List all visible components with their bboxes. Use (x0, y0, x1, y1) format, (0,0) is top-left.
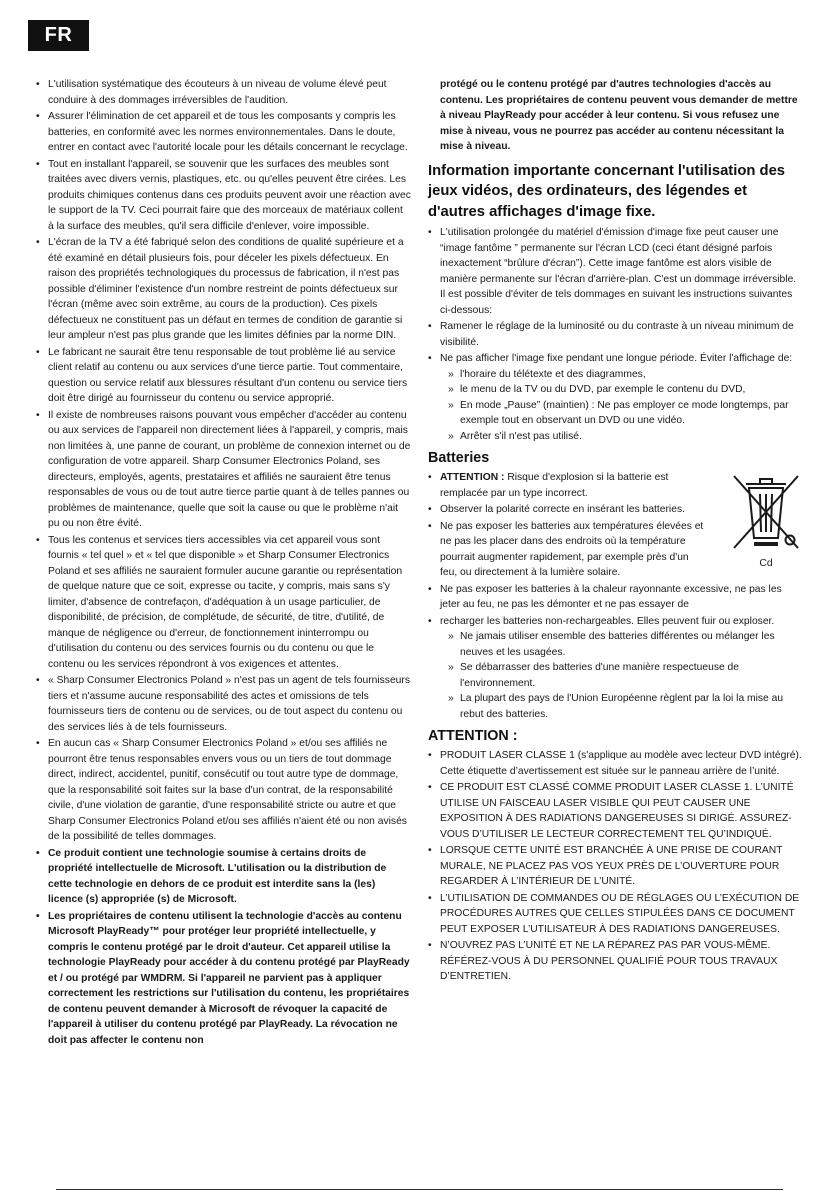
list-item (428, 470, 705, 501)
batteries-section (428, 470, 804, 722)
footer-divider (56, 1189, 783, 1190)
sub-list-item: » le menu de la TV ou du DVD, par exemple le contenu du DVD, (448, 382, 804, 398)
attention-heading: ATTENTION : (428, 728, 518, 744)
list-item: • Le fabricant ne saurait être tenu responsable de tout problème lié au service client relatif au contenu ou aux services d'une tierce partie. Tout commentaire, question ou service relatif aux blessures résultant d'un contenu ou service tiers doit être dirigé au fournisseur du contenu ou service approprié. (36, 345, 411, 407)
batteries-sublist (440, 629, 804, 722)
list-item-bold: • Les propriétaires de contenu utilisent la technologie d'accès au contenu Microsoft PlayReady™ pour protéger leur propriété intellectuelle, y compris le contenu protégé par le droit d'auteur. Cet appareil utilise la technologie PlayReady pour accéder à du contenu protégé par PlayReady et / ou protégé par WMDRM. Si l'appareil ne parvient pas à appliquer correctement les restrictions sur l'utilisation du contenu, les propriétaires de contenu peuvent demander à Microsoft de révoquer la capacité de l'appareil à utiliser du contenu protégé par PlayReady. La révocation ne doit pas affecter le contenu non (36, 909, 411, 1049)
sub-list-item: » La plupart des pays de l'Union Européenne règlent par la loi la mise au rebut des batteries. (448, 691, 804, 722)
still-image-list (428, 225, 804, 444)
sub-list-item: » En mode „Pause” (maintien) : Ne pas employer ce mode longtemps, par exemple tout en observant un DVD ou une vidéo. (448, 398, 804, 429)
list-item: • L'utilisation prolongée du matériel d'émission d'image fixe peut causer une “image fantôme ” permanente sur l'écran LCD (ceci étant désigné parfois inexactement “brûlure d'écran”). Cette image fantôme est alors visible de manière permanente sur l'écran d'arrière-plan. C'est un dommage irréversible. Il est possible d'éviter de tels dommages en suivant les instructions suivantes ci-dessous: (428, 225, 804, 318)
list-item: • Ne pas exposer les batteries à la chaleur rayonnante excessive, ne pas les jeter au feu, ne pas les démonter et ne pas essayer de (428, 582, 804, 613)
weee-bin-symbol (730, 470, 802, 572)
list-item: • Observer la polarité correcte en insérant les batteries. (428, 502, 705, 518)
list-item-bold: • Ce produit contient une technologie soumise à certains droits de propriété intellectuelle de Microsoft. L'utilisation ou la distribution de cette technologie en dehors de ce produit est interdite sans la (les) licence (s) appropriée (s) de Microsoft. (36, 846, 411, 908)
attention-list (428, 748, 804, 985)
list-item: • Tous les contenus et services tiers accessibles via cet appareil vous sont fournis « tel quel » et « tel que disponible » et Sharp Consumer Electronics Poland et ses affiliés ne sauraient formuler aucune garantie ou représentation de quelque nature que ce soit, expresse ou tacite, y compris, mais sans s'y limiter, d'absence de contrefaçon, d'adéquation à un usage particulier, de disponibilité, de précision, de complétude, de sécurité, de titre, d'utilité, de manque de négligence ou d'erreur, de fonctionnement ininterrompu ou d'utilisation du contenu ou des services fournis ou du contenu ou que le contenu ou les services répondront à vos exigences et attentes. (36, 533, 411, 673)
list-item-text: recharger les batteries non-rechargeables. Elles peuvent fuir ou exploser. (440, 615, 775, 627)
list-item: • En aucun cas « Sharp Consumer Electronics Poland » et/ou ses affiliés ne pourront être tenus responsables envers vous ou un tiers de tout dommage direct, indirect, accidentel, punitif, consécutif ou tout autre type de dommage, que la responsabilité soit faites sur la base d'un contrat, de la responsabilité civile, d'une violation de garantie, d'une responsabilité stricte ou autre et que Sharp Consumer Electronics Poland et/ou ses affiliés n'aient été ou non avisés de la possibilité de telles dommages. (36, 736, 411, 845)
list-item: • L'utilisation systématique des écouteurs à un niveau de volume élevé peut conduire à des dommages irréversibles de l'audition. (36, 77, 411, 108)
list-item: • Tout en installant l'appareil, se souvenir que les surfaces des meubles sont traitées avec divers vernis, plastiques, etc. ou qu'elles peuvent être cirées. Les produits chimiques contenus dans ces produits peuvent avoir une réaction avec le support de la TV. Ceci pourrait faire que des morceaux de matériaux collent à la surface des meubles, qu'il sera difficile d'enlever, voire impossible. (36, 157, 411, 235)
bin-label: Cd (759, 558, 773, 569)
list-item: • Assurer l'élimination de cet appareil et de tous les composants y compris les batteries, en conformité avec les normes environnementales. Dans le doute, entrer en contact avec l'autorité locale pour les détails concernant le recyclage. (36, 109, 411, 156)
list-item: • L’UTILISATION DE COMMANDES OU DE RÉGLAGES OU L’EXÉCUTION DE PROCÉDURES AUTRES QUE CELLES STIPULÉES DANS CE DOCUMENT PEUT EXPOSER L’UTILISATEUR À DES RADIATIONS DANGEREUSES. (428, 891, 804, 938)
safety-list (36, 77, 411, 1048)
batteries-heading: Batteries (428, 450, 490, 466)
list-item: • « Sharp Consumer Electronics Poland » n'est pas un agent de tels fournisseurs tiers et n'assume aucune responsabilité des actes et omissions de tels fournisseurs tiers de contenu ou de services, ou de tout aspect du contenu ou des services liés à de tels fournisseurs. (36, 673, 411, 735)
still-image-sublist (440, 367, 804, 445)
right-column (428, 77, 804, 986)
attention-label: ATTENTION : (440, 472, 505, 483)
sub-list-item: » Arrêter s'il n'est pas utilisé. (448, 429, 804, 445)
list-item: • Il existe de nombreuses raisons pouvant vous empêcher d'accéder au contenu ou aux services de l'appareil non directement liées à l'appareil, y compris, mais non limitées à, une panne de courant, un problème de connexion internet ou de configuration de votre appareil. Sharp Consumer Electronics Poland, ses directeurs, employés, agents, prestataires et affiliés ne sauraient être tenus responsables de vous ou de tout autre tierce partie quant à de telles pannes ou problèmes de maintenance, quelle que soit la cause ou que le problème n'ait pu ou non être évité. (36, 408, 411, 532)
list-item: • CE PRODUIT EST CLASSÉ COMME PRODUIT LASER CLASSE 1. L’UNITÉ UTILISE UN FAISCEAU LASER VISIBLE QUI PEUT CAUSER UNE EXPOSITION À DES RADIATIONS DANGEREUSES SI DIRIGÉ. ASSUREZ-VOUS D’UTILISER LE LECTEUR CORRECTEMENT TEL QU’INDIQUÉ. (428, 780, 804, 842)
still-image-heading: Information importante concernant l'utilisation des jeux vidéos, des ordinateurs, des légendes et d'autres affichages d'image fixe. (428, 162, 786, 220)
list-item: • LORSQUE CETTE UNITÉ EST BRANCHÉE À UNE PRISE DE COURANT MURALE, NE PLACEZ PAS VOS YEUX PRÈS DE L’OUVERTURE POUR REGARDER À L’INTÉRIEUR DE L’UNITÉ. (428, 843, 804, 890)
list-item-text: Ne pas afficher l'image fixe pendant une longue période. Éviter l'affichage de: (440, 353, 793, 364)
left-column (36, 77, 411, 1049)
language-badge: FR (28, 20, 89, 51)
sub-list-item: » Se débarrasser des batteries d'une manière respectueuse de l'environnement. (448, 660, 804, 691)
crossed-bin-icon (730, 470, 802, 554)
sub-list-item: » Ne jamais utiliser ensemble des batteries différentes ou mélanger les neuves et les usagées. (448, 629, 804, 660)
list-item: • Ramener le réglage de la luminosité ou du contraste à un niveau minimum de visibilité. (428, 319, 804, 350)
list-item: • N’OUVREZ PAS L’UNITÉ ET NE LA RÉPAREZ PAS PAR VOUS-MÊME. RÉFÉREZ-VOUS À DU PERSONNEL QUALIFIÉ POUR TOUS TRAVAUX D’ENTRETIEN. (428, 938, 804, 985)
list-item (428, 614, 804, 723)
playready-continuation: protégé ou le contenu protégé par d'autres technologies d'accès au contenu. Les propriétaires de contenu peuvent vous demander de mettre à niveau PlayReady pour accéder à leur contenu. Si vous refusez une mise à niveau, vous ne pourrez pas accéder au contenu nécessitant la mise à niveau. (440, 79, 798, 152)
sub-list-item: » l'horaire du télétexte et des diagrammes, (448, 367, 804, 383)
list-item (428, 351, 804, 444)
list-item: • Ne pas exposer les batteries aux températures élevées et ne pas les placer dans des endroits où la température pourrait augmenter rapidement, par exemple près d'un feu, ou directement à la lumière solaire. (428, 519, 705, 581)
attention-text: Risque d'explosion si la batterie est remplacée par un type incorrect. (440, 472, 669, 499)
list-item: • PRODUIT LASER CLASSE 1 (s'applique au modèle avec lecteur DVD intégré). Cette étiquette d’avertissement est située sur le panneau arrière de l’unité. (428, 748, 804, 779)
list-item: • L'écran de la TV a été fabriqué selon des conditions de qualité supérieure et a été examiné en détail plusieurs fois, pour déceler les pixels défectueux. En raison des propriétés technologiques du processus de fabrication, il n'est pas possible d'éliminer l'existence d'un nombre restreint de points défectueux sur l'écran (même avec soin extrême, au cours de la production). Ces pixels défectueux ne constituent pas un défaut en termes de condition de garantie si leur ampleur n'est pas plus grande que les limites définies par la norme DIN. (36, 235, 411, 344)
